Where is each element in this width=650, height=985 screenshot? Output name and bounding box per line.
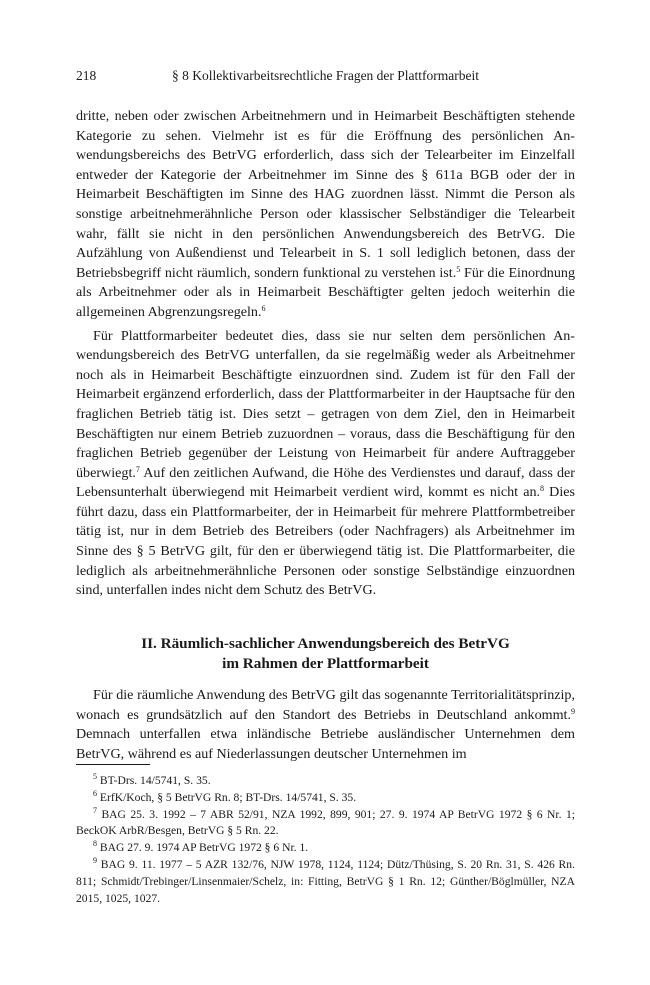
page-number: 218 <box>76 68 97 83</box>
section-body <box>76 686 575 764</box>
footnote-ref: 8 <box>540 484 545 494</box>
footnote: $^7$ BAG 25. 3. 1992 – 7 ABR 52/91, NZA 1992, 899, 901; 27. 9. 1974 AP BetrVG 1972 § 6 Nr. 1; BeckOK ArbR/Besgen, BetrVG § 5 Rn. 22. <box>76 805 575 838</box>
running-title: § 8 Kollektivarbeitsrechtliche Fragen der Plattformarbeit <box>172 68 480 83</box>
footnote-divider <box>76 764 150 765</box>
footnote: $^5$ BT-Drs. 14/5741, S. 35. <box>93 772 211 787</box>
section-heading-line: im Rahmen der Plattformarbeit <box>222 655 429 672</box>
footnotes <box>76 773 575 907</box>
footnote-ref: 6 <box>261 303 266 313</box>
footnote-ref: 7 <box>135 464 140 474</box>
paragraph: Für Plattformarbeiter bedeutet dies, dass sie nur selten dem persönlichen Anwendungsbereich des BetrVG unterfallen, da sie regelmäßig weder als Arbeitnehmer noch als in Heimarbeit Beschäftigte einzuordnen sind. Zudem ist für den Fall der Heimarbeit ergänzend erforderlich, dass der Plattformarbeiter in der Hauptsache für den fraglichen Betrieb tätig ist. Dies setzt – getragen von dem Ziel, den in Heimarbeit Beschäftigten nur einem Betrieb zuzuordnen – voraus, dass die Beschäftigung für den fraglichen Betrieb gegenüber der Leistung von Heimarbeit für andere Auftraggeber überwiegt.$^7$ Auf den zeitlichen Aufwand, die Höhe des Verdienstes und darauf, dass der Lebensunterhalt überwiegend mit Heimarbeit verdient wird, kommt es nicht an.$^8$ Dies führt dazu, dass ein Plattformarbeiter, der in Heimarbeit für mehrere Plattformbetreiber tätig ist, nur in dem Betrieb des Betreibers (oder Nachfragers) als Arbeitnehmer im Sinne des § 5 BetrVG gilt, für den er überwiegend tätig ist. Die Plattformarbeiter, die lediglich als arbeitnehmerähnliche Personen oder sonstige Selbständige einzuordnen sind, unterfallen indes nicht dem Schutz des BetrVG. <box>76 327 575 599</box>
paragraph: Für die räumliche Anwendung des BetrVG gilt das sogenannte Territorialitätsprinzip, wonach es grundsätzlich auf den Standort des Betriebs in Deutschland ankommt.$^9$ Demnach unterfallen etwa inländische Betriebe ausländischer Unternehmen dem BetrVG, während es auf Niederlassungen deutscher Unternehmen im <box>76 687 575 762</box>
footnote: $^9$ BAG 9. 11. 1977 – 5 AZR 132/76, NJW 1978, 1124, 1124; Dütz/Thüsing, S. 20 Rn. 31, S. 426 Rn. 811; Schmidt/Trebinger/Linsenmaier/Schelz, in: Fitting, BetrVG § 1 Rn. 12; Günther/Böglmüller, NZA 2015, 1025, 1027. <box>76 855 575 905</box>
section-heading-line: II. Räumlich-sachlicher Anwendungsbereich des BetrVG <box>141 635 510 652</box>
footnote-ref: 9 <box>571 706 575 716</box>
paragraph: dritte, neben oder zwischen Arbeitnehmern und in Heimarbeit Beschäftigten stehende Kategorie zu sehen. Vielmehr ist es für die Eröffnung des persönlichen Anwendungsbereichs des BetrVG erforderlich, dass sich der Telearbeiter im Einzelfall entweder der Kategorie der Arbeitnehmer im Sinne des § 611a BGB oder der in Heimarbeit Beschäftigten im Sinne des HAG zuordnen lässt. Nimmt die Person als sonstige arbeitnehmerähnliche Person oder klassischer Selbständiger die Telearbeit wahr, fällt sie nicht in den persönlichen Anwendungsbereich des BetrVG. Die Aufzählung von Außendienst und Telearbeit in S. 1 soll lediglich betonen, dass der Betriebsbegriff nicht räumlich, sondern funktional zu verstehen ist.$^5$ Für die Einordnung als Arbeitnehmer oder als in Heimarbeit Beschäftigter gelten jedoch weiterhin die allgemeinen Abgrenzungsregeln.$^6$ <box>76 108 575 320</box>
footnote: $^8$ BAG 27. 9. 1974 AP BetrVG 1972 § 6 Nr. 1. <box>93 839 309 855</box>
footnote-ref: 5 <box>456 264 461 274</box>
section-heading <box>76 634 575 674</box>
body-text <box>76 107 575 601</box>
footnote: $^6$ ErfK/Koch, § 5 BetrVG Rn. 8; BT-Drs. 14/5741, S. 35. <box>93 788 357 804</box>
